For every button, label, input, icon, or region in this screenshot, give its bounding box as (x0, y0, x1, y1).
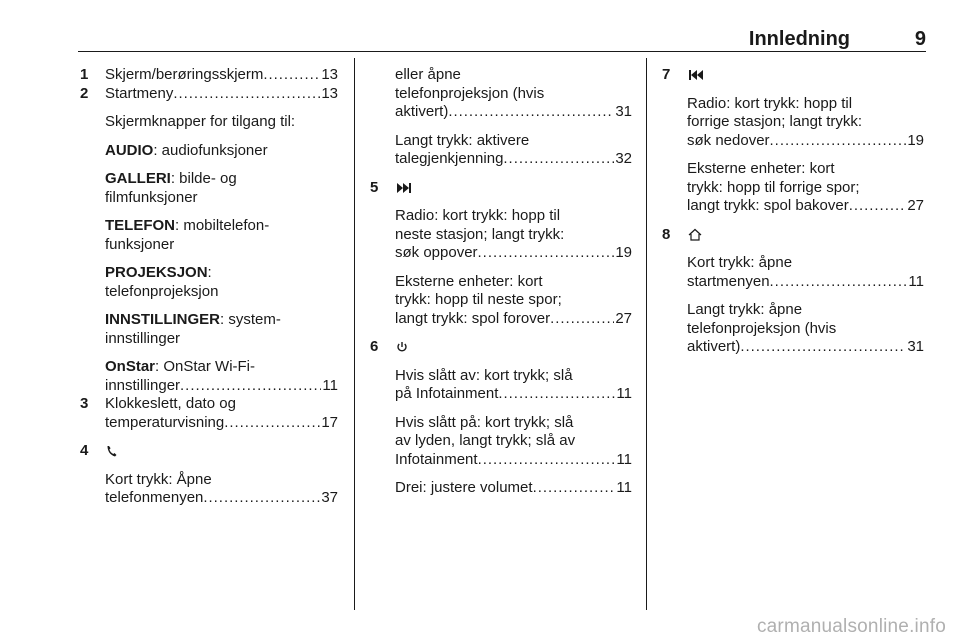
entry-number: 7 (662, 66, 671, 83)
entry-5: 5 Radio: kort trykk: hopp til neste stasjon; langt trykk: søk oppover . . . 19 Eksterne enheter: kort trykk: hopp til neste spor; langt trykk: spol forover . . . 27 (370, 179, 632, 329)
previous-track-icon (687, 66, 705, 84)
next-track-icon (395, 179, 413, 197)
column-2 (370, 66, 632, 498)
entry-number: 5 (370, 178, 379, 196)
item-innstillinger: INNSTILLINGER: system- innstillinger (105, 311, 281, 347)
column-3 (662, 66, 924, 357)
entry-number: 1 (80, 66, 89, 83)
toc-line: Skjerm/berøringsskjerm . . . 13 (105, 66, 338, 85)
column-divider (646, 58, 647, 610)
entry-number: 4 (80, 442, 89, 459)
entry-4-continued: eller åpne telefonprojeksjon (hvis aktivert) . . . 31 Langt trykk: aktivere talegjenkjenning . . . 32 (370, 66, 632, 169)
entry-2 (80, 85, 338, 396)
page-ref: 11 (616, 479, 632, 496)
entry-8: 8 Kort trykk: åpne startmenyen . . . 11 Langt trykk: åpne telefonprojeksjon (hvis aktivert) . . . 31 (662, 226, 924, 357)
entry-number: 2 (80, 84, 89, 102)
entry-4: 4 Kort trykk: Åpne telefonmenyen . . . 37 (80, 442, 338, 508)
page-ref: 31 (615, 103, 632, 120)
page-ref: 11 (322, 376, 338, 394)
entry-number: 8 (662, 225, 671, 243)
entry-number: 6 (370, 338, 379, 355)
page-ref: 11 (616, 450, 632, 468)
page-ref: 32 (615, 150, 632, 167)
item-projeksjon: PROJEKSJON: telefonprojeksjon (105, 264, 219, 300)
home-icon (687, 226, 703, 244)
header-rule (78, 51, 926, 52)
page-ref: 27 (615, 309, 632, 327)
watermark: carmanualsonline.info (756, 616, 946, 637)
item-audio: AUDIO: audiofunksjoner (105, 141, 268, 159)
page-number: 9 (914, 28, 926, 50)
page-ref: 19 (907, 131, 924, 149)
power-icon (395, 338, 409, 356)
phone-icon (105, 442, 119, 460)
page-ref: 37 (321, 489, 338, 506)
page-ref: 13 (321, 84, 338, 102)
entry-7: 7 Radio: kort trykk: hopp til forrige stasjon; langt trykk: søk nedover . . . 19 Eksterne enheter: kort trykk: hopp til forrige spor; langt trykk: spol bakover . . . 27 (662, 66, 924, 216)
item-telefon: TELEFON: mobiltelefon- funksjoner (105, 217, 270, 253)
entry-6: 6 Hvis slått av: kort trykk; slå på Infotainment . . . 11 Hvis slått på: kort trykk; slå av lyden, langt trykk; slå av Infotainment . . . 11 Drei: justere volumet . . . 11 (370, 338, 632, 498)
page-ref: 11 (908, 272, 924, 290)
column-1 (80, 66, 338, 508)
intro-text: Skjermknapper for tilgang til: (105, 113, 296, 130)
item-galleri: GALLERI: bilde- og filmfunksjoner (105, 170, 237, 206)
page-ref: 13 (321, 66, 338, 83)
entry-3: 3 Klokkeslett, dato og temperaturvisning . . . 17 (80, 395, 338, 432)
page-ref: 17 (321, 413, 338, 431)
entry-number: 3 (80, 395, 89, 412)
chapter-title: Innledning (748, 28, 850, 50)
entry-1 (80, 66, 338, 85)
page-ref: 11 (616, 385, 632, 402)
column-divider (354, 58, 355, 610)
item-onstar: OnStar: OnStar Wi-Fi- innstillinger . . . 11 (105, 358, 338, 395)
toc-line: Startmeny . . . 13 (105, 85, 338, 104)
page-ref: 27 (907, 197, 924, 214)
page-header (78, 28, 926, 50)
page-ref: 19 (615, 244, 632, 261)
page-ref: 31 (907, 338, 924, 355)
